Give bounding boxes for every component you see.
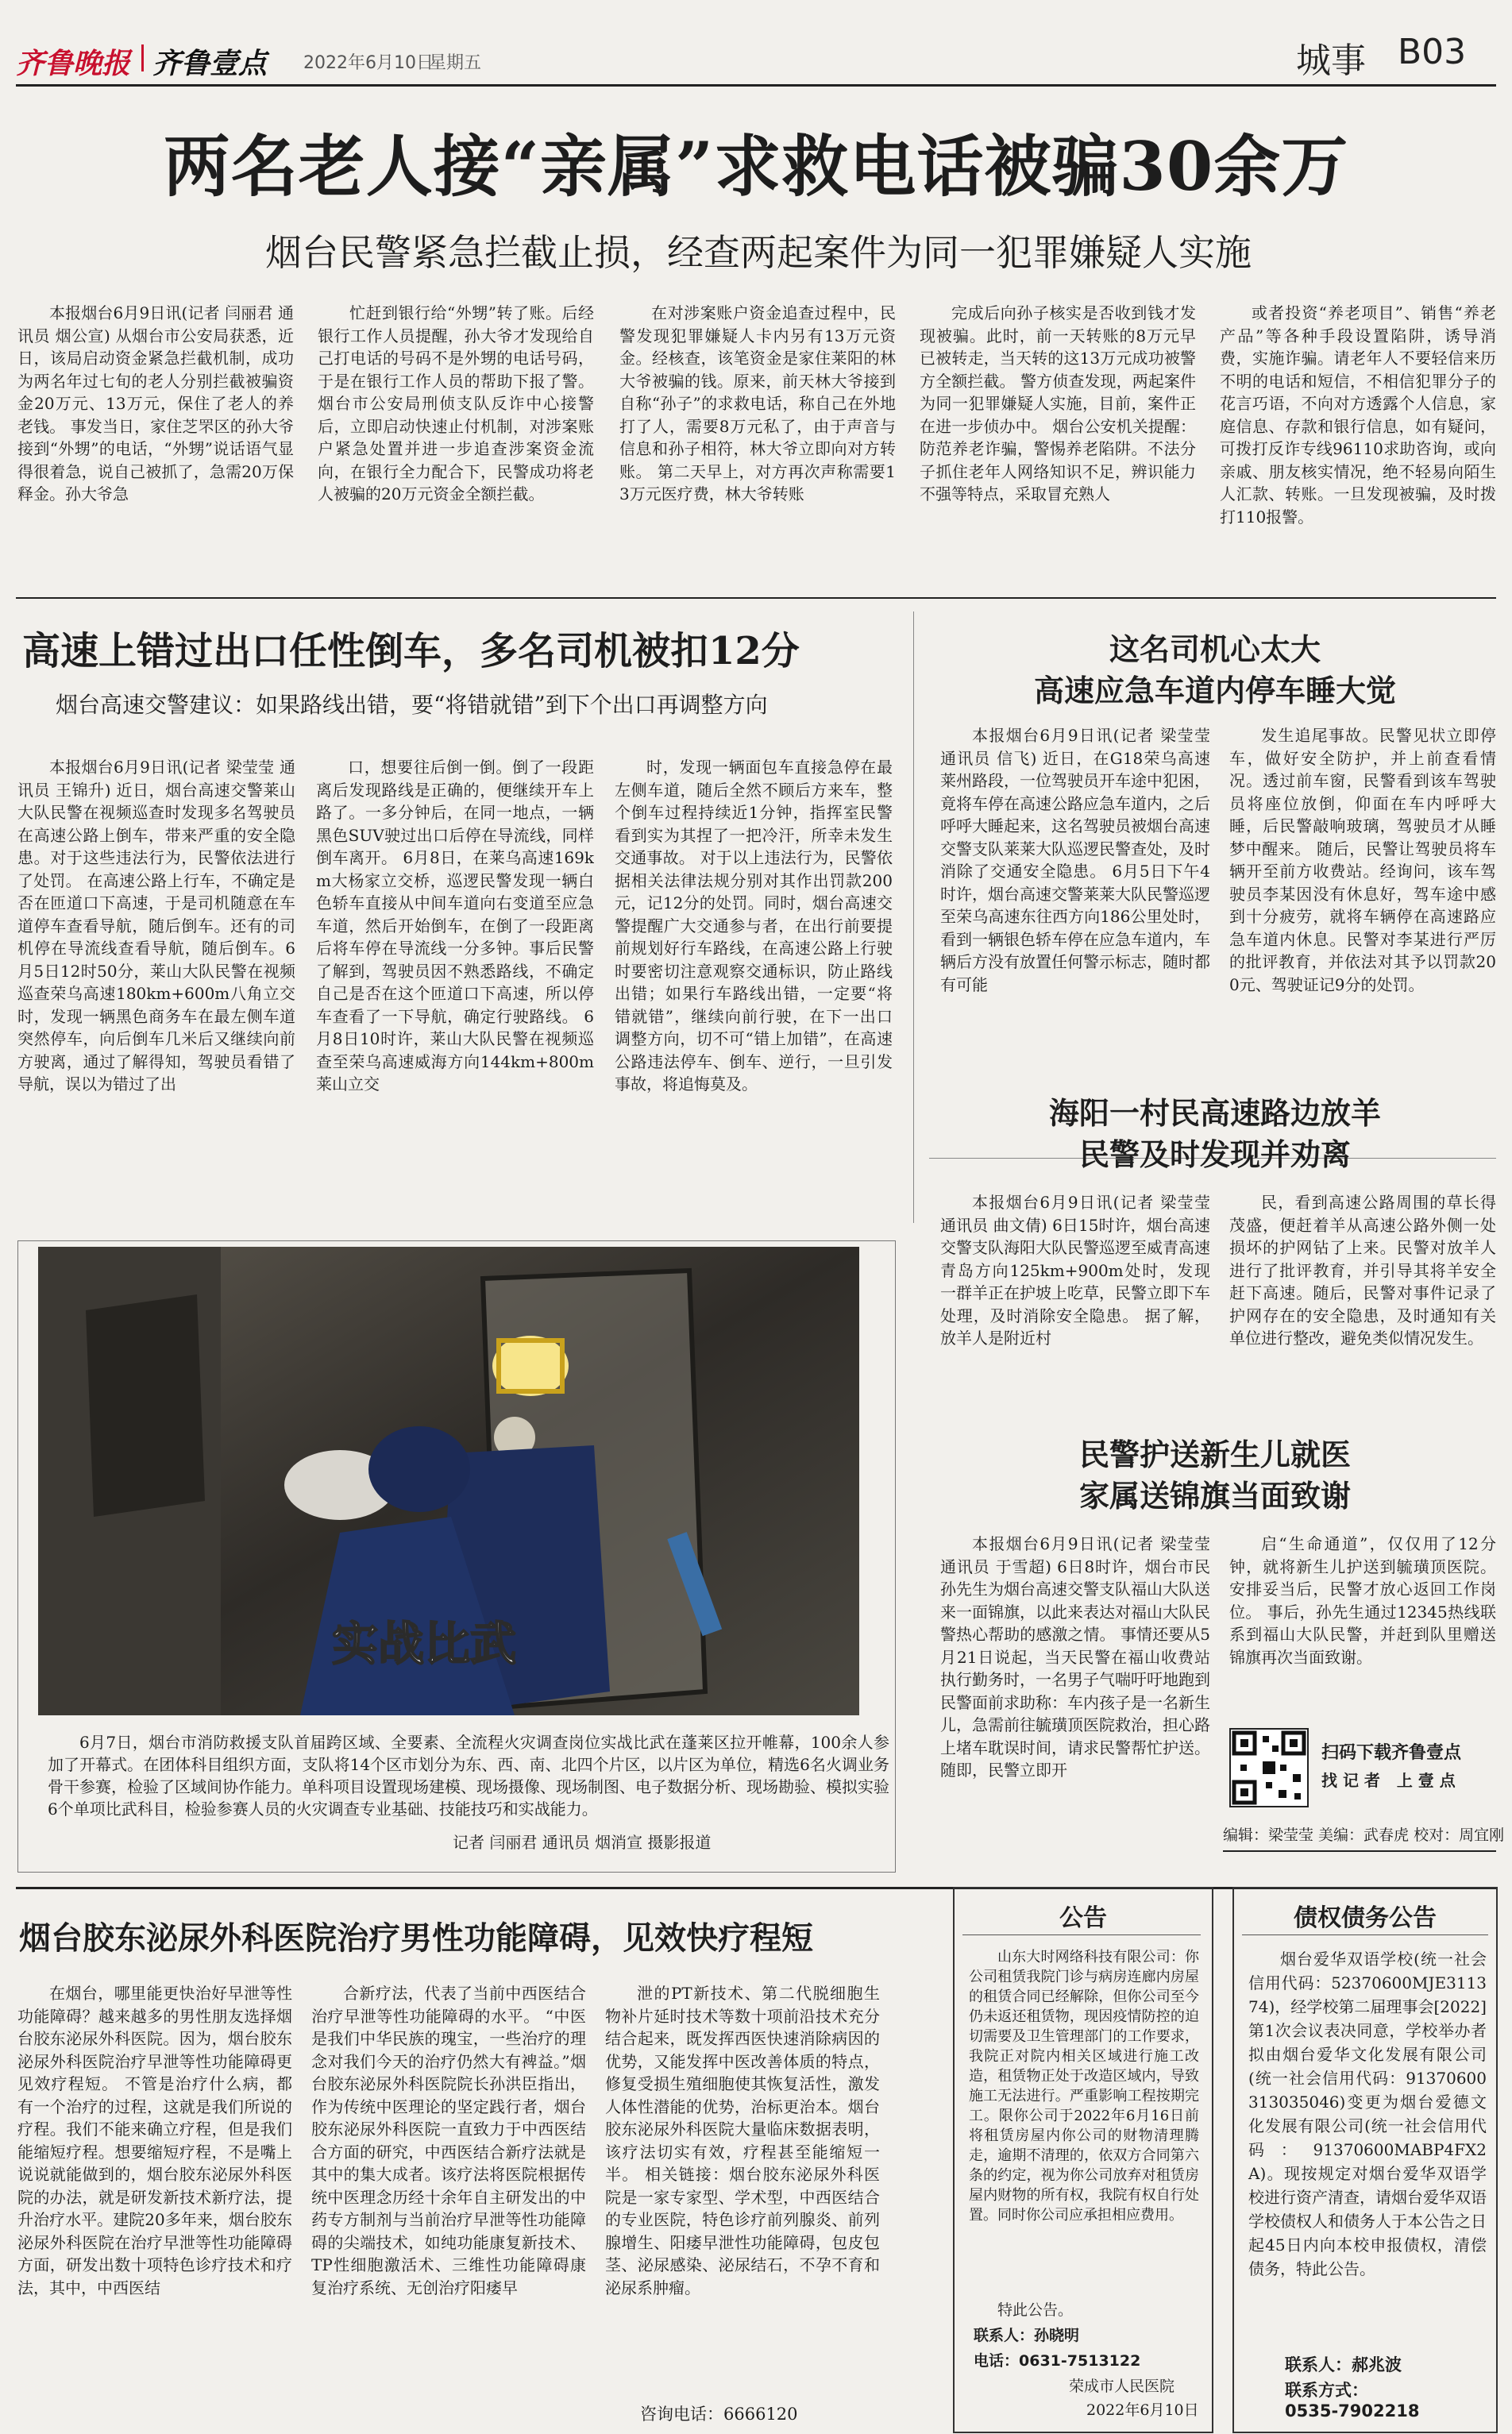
ad-col-3: 泄的PT新技术、第二代脱细胞生物补片延时技术等数十项前沿技术充分结合起来，既发挥西医快速消除病因的优势，又能发挥中医改善体质的特点，修复受损生殖细胞使其恢复活性，激发人体性潜能的优势，治标更治本。烟台胶东泌尿外科医院大量临床数据表明，该疗法切实有效，疗程甚至能缩短一半。 相关链接：烟台胶东泌尿外科医院是一家专家型、学术型，中西医结合的专业医院，特色诊疗前列腺炎、前列腺增生、阳痿早泄性功能障碍，包皮包茎、泌尿感染、泌尿结石，不孕不育和泌尿系肿瘤。	[605, 1984, 880, 2297]
notice-1-phone-label: 电话：	[974, 2352, 1020, 2370]
page-number: B03	[1398, 32, 1467, 72]
credits-rule	[1223, 1850, 1496, 1852]
notice-1-contact	[974, 2324, 1079, 2345]
notice-1-contact-label: 联系人：	[974, 2327, 1035, 2344]
photo-illustration	[38, 1247, 859, 1715]
lead-col-2: 忙赶到银行给“外甥”转了账。后经银行工作人员提醒，孙大爷才发现给自己打电话的号码不是外甥的电话号码，于是在银行工作人员的帮助下报了警。 烟台市公安局刑侦支队反诈中心接警后，立即启动快速止付机制，对涉案账户紧急处置并进一步追查涉案资金流向，在银行全力配合下，民警成功将老人被骗的20万元资金全额拦截。	[318, 303, 594, 503]
qr-code[interactable]	[1229, 1728, 1309, 1807]
highway-side-rule	[913, 611, 914, 1223]
paper-logo: 齐鲁晚报	[16, 48, 131, 80]
lead-col-5: 或者投资“养老项目”、销售“养老产品”等各种手段设置陷阱，诱导消费，实施诈骗。请老年人不要轻信来历不明的电话和短信，不相信犯罪分子的花言巧语，不向对方透露个人信息，家庭信息、存款和银行信息，如有疑问，可拨打反诈专线96110求助咨询，或向亲戚、朋友核实情况，绝不轻易向陌生人汇款、转账。一旦发现被骗，及时拨打110报警。	[1220, 303, 1496, 527]
notice-1-note: 特此公告。	[997, 2301, 1074, 2319]
notice-1-body: 山东大时网络科技有限公司：你公司租赁我院门诊与病房连廊内房屋的租赁合同已经解除，但你公司至今仍未返还租赁物，现因疫情防控的迫切需要及卫生管理部门的工作要求，我院正对院内相关区域进行施工改造，租赁物正处于改造区域内，导致施工无法进行。严重影响工程按期完工。限你公司于2022年6月16日前将租赁房屋内你公司的财物清理腾走，逾期不清理的，依双方合同第六条的约定，视为你公司放弃对租赁房屋内财物的所有权，我院有权自行处置。同时你公司应承担相应费用。	[969, 1949, 1199, 2224]
ad-headline: 烟台胶东泌尿外科医院治疗男性功能障碍，见效快疗程短	[19, 1919, 813, 1957]
side1-col-2: 发生追尾事故。民警见状立即停车，做好安全防护，并上前查看情况。透过前车窗，民警看到该车驾驶员将座位放倒，仰面在车内呼呼大睡，后民警敲响玻璃，驾驶员才从睡梦中醒来。 随后，民警让驾驶员将车辆开至前方收费站。经询问，该车驾驶员李某因没有休息好，驾车途中感到十分疲劳，就将车辆停在高速路应急车道内休息。民警对李某进行严厉的批评教育，并依法对其予以罚款200元、驾驶证记9分的处罚。	[1229, 726, 1496, 994]
notice-2-phone-label: 联系方式：	[1285, 2381, 1368, 2400]
notice-1-title: 公告	[1059, 1904, 1107, 1932]
side3-headline2: 家属送锦旗当面致谢	[1078, 1478, 1351, 1514]
lead-col-4: 完成后向孙子核实是否收到钱才发现被骗。此时，前一天转账的8万元早已被转走，当天转的这13万元成功被警方全额拦截。 警方侦查发现，两起案件为同一犯罪嫌疑人实施，目前，案件正在进一步侦办中。 烟台公安机关提醒：防范养老诈骗，警惕养老陷阱。不法分子抓住老年人网络知识不足，辨识能力不强等特点，采取冒充熟人	[920, 303, 1196, 503]
side1-headline1: 这名司机心太大	[1109, 631, 1321, 667]
notice-2-phone: 0535-7902218	[1285, 2401, 1420, 2420]
highway-col-2: 口，想要往后倒一倒。倒了一段距离后发现路线是正确的，便继续开车上路了。一多分钟后，在同一地点，一辆黑色SUV驶过出口后停在导流线，同样倒车离开。 6月8日，在莱乌高速169km大杨家立交桥，巡逻民警发现一辆白色轿车直接从中间车道向右变道至应急车道，然后开始倒车，在倒了一段距离后将车停在导流线一分多钟。事后民警了解到，驾驶员因不熟悉路线，不确定自己是否在这个匝道口下高速，所以停车查看了一下导航，确定行驶路线。 6月8日10时许，莱山大队民警在视频巡查至荣乌高速威海方向144km+800m莱山立交	[316, 758, 594, 1094]
logo-divider	[141, 44, 144, 71]
side3-headline1: 民警护送新生儿就医	[1078, 1437, 1351, 1472]
notice-1-issuer: 荣成市人民医院	[1069, 2378, 1175, 2395]
notice-2-title-rule	[1242, 1934, 1488, 1935]
highway-headline: 高速上错过出口任性倒车，多名司机被扣12分	[22, 629, 800, 673]
side2-headline1: 海阳一村民高速路边放羊	[1048, 1095, 1381, 1131]
side2-headline2: 民警及时发现并劝离	[1078, 1136, 1351, 1172]
issue-date: 2022年6月10日	[303, 53, 434, 73]
qr-line-1: 扫码下载齐鲁壹点	[1321, 1743, 1462, 1763]
lead-col-3: 在对涉案账户资金追查过程中，民警发现犯罪嫌疑人卡内另有13万元资金。经核查，该笔资金是家住莱阳的林大爷被骗的钱。原来，前天林大爷接到自称“孙子”的求救电话，称自己在外地打了人，需要8万元私了，由于声音与信息和孙子相符，林大爷立即向对方转账。 第二天早上，对方再次声称需要13万元医疗费，林大爷转账	[619, 303, 896, 503]
issue-weekday: 星期五	[429, 53, 482, 73]
side3-col-2: 启“生命通道”，仅仅用了12分钟，就将新生儿护送到毓璜顶医院。安排妥当后，民警才放心返回工作岗位。 事后，孙先生通过12345热线联系到福山大队民警，并赶到队里赠送锦旗再次当面致谢。	[1229, 1534, 1496, 1667]
highway-subhead: 烟台高速交警建议：如果路线出错，要“将错就错”到下个出口再调整方向	[56, 692, 768, 718]
photo-credit: 记者 闫丽君 通讯员 烟消宣 摄影报道	[453, 1833, 712, 1852]
masthead	[0, 0, 1512, 87]
ad-col-2: 合新疗法，代表了当前中西医结合治疗早泄等性功能障碍的水平。 “中医是我们中华民族的瑰宝，一些治疗的理念对我们今天的治疗仍然大有裨益。”烟台胶东泌尿外科医院院长孙洪臣指出，作为传统中医理论的坚定践行者，烟台胶东泌尿外科医院一直致力于中西医结合方面的研究，中西医结合新疗法就是其中的集大成者。该疗法将医院根据传统中医理念历经十余年自主研发出的中药专方制剂与当前治疗早泄等性功能障碍的尖端技术，如纯功能康复新技术、TP性细胞激活术、三维性功能障碍康复治疗系统、无创治疗阳痿早	[311, 1984, 586, 2297]
notice-1-phone-value: 0631-7513122	[1019, 2352, 1141, 2370]
side2-col-2: 民，看到高速公路周围的草长得茂盛，便赶着羊从高速公路外侧一处损坏的护网钻了上来。民警对放羊人进行了批评教育，并引导其将羊安全赶下高速。随后，民警对事件记录了护网存在的安全隐患，及时通知有关单位进行整改，避免类似情况发生。	[1229, 1193, 1496, 1348]
editor-credits: 编辑：梁莹莹 美编：武春虎 校对：周宜刚	[1223, 1826, 1505, 1844]
side1-headline2: 高速应急车道内停车睡大觉	[1033, 673, 1396, 708]
masthead-rule	[16, 84, 1496, 87]
notice-1-contact-name: 孙晓明	[1034, 2327, 1080, 2344]
notice-2-body: 烟台爱华双语学校(统一社会信用代码：52370600MJE311374)，经学校第二届理事会[2022]第1次会议表决同意，学校举办者拟由烟台爱华文化发展有限公司(统一社会信用代码：91370600313035046)变更为烟台爱德文化发展有限公司(统一社会信用代码：91370600MABP4FX2A)。现按规定对烟台爱华双语学校进行资产清查，请烟台爱华双语学校债权人和债务人于本公告之日起45日内向本校申报债权，清偿债务，特此公告。	[1248, 1950, 1487, 2278]
ad-col-1: 在烟台，哪里能更快治好早泄等性功能障碍？越来越多的男性朋友选择烟台胶东泌尿外科医院。因为，烟台胶东泌尿外科医院治疗早泄等性功能障碍更见效疗程短。 不管是治疗什么病，都有一个治疗的过程，这就是我们所说的疗程。我们不能来确立疗程，但是我们能缩短疗程。想要缩短疗程，不是嘴上说说就能做到的，烟台胶东泌尿外科医院的办法，就是研发新技术新疗法，提升治疗水平。建院20多年来，烟台胶东泌尿外科医院在治疗早泄等性功能障碍方面，研发出数十项特色诊疗技术和疗法，其中，中西医结	[17, 1984, 292, 2297]
notice-2-title: 债权债务公告	[1294, 1904, 1437, 1932]
app-logo: 齐鲁壹点	[152, 48, 268, 80]
notice-1-title-rule	[962, 1934, 1201, 1935]
notice-2-contact-name: 郝兆波	[1352, 2355, 1402, 2374]
notice-1-phone	[974, 2349, 1140, 2370]
section-name: 城事	[1296, 41, 1366, 81]
photo-caption: 6月7日，烟台市消防救援支队首届跨区域、全要素、全流程火灾调查岗位实战比武在蓬莱区拉开帷幕，100余人参加了开幕式。在团体科目组织方面，支队将14个区市划分为东、西、南、北四个片区，以片区为单位，精选6名火调业务骨干参赛，检验了区域间协作能力。单科项目设置现场建模、现场摄像、现场制图、电子数据分析、现场勘验、模拟实验6个单项比武科目，检验参赛人员的火灾调查专业基础、技能技巧和实战能力。	[48, 1733, 889, 1819]
photo-overlay-title: 实战比武	[332, 1617, 517, 1671]
notice-2-contact-label: 联系人：	[1285, 2355, 1352, 2374]
lead-col-1: 本报烟台6月9日讯(记者 闫丽君 通讯员 烟公宣) 从烟台市公安局获悉，近日，该局启动资金紧急拦截机制，成功为两名年过七旬的老人分别拦截被骗资金20万元、13万元，保住了老人的养老钱。 事发当日，家住芝罘区的孙大爷接到“外甥”的电话，“外甥”说话语气显得很着急，说自己被抓了，急需20万保释金。孙大爷急	[17, 303, 294, 503]
firefighter-photo	[38, 1247, 859, 1715]
lead-bottom-rule	[16, 597, 1496, 599]
highway-col-3: 时，发现一辆面包车直接急停在最左侧车道，随后全然不顾后方来车，整个倒车过程持续近1分钟，指挥室民警看到实为其捏了一把冷汗，所幸未发生交通事故。 对于以上违法行为，民警依据相关法律法规分别对其作出罚款200元，记12分的处罚。同时，烟台高速交警提醒广大交通参与者，在出行前要提前规划好行车路线，在高速公路上行驶时要密切注意观察交通标识，防止路线出错；如果行车路线出错，一定要“将错就错”，继续向前行驶，在下一出口调整方向，切不可“错上加错”，在高速公路违法停车、倒车、逆行，一旦引发事故，将追悔莫及。	[615, 758, 893, 1094]
notice-2-contact	[1285, 2352, 1402, 2376]
side3-col-1: 本报烟台6月9日讯(记者 梁莹莹 通讯员 于雪超) 6日8时许，烟台市民孙先生为烟台高速交警支队福山大队送来一面锦旗，以此来表达对福山大队民警热心帮助的感激之情。 事情还要从5月21日说起，当天民警在福山收费站执行勤务时，一名男子气喘吁吁地跑到民警面前求助称：车内孩子是一名新生儿，急需前往毓璜顶医院救治，担心路上堵车耽误时间，请求民警帮忙护送。随即，民警立即开	[940, 1534, 1210, 1780]
qr-icon	[1231, 1730, 1307, 1806]
lead-subhead: 烟台民警紧急拦截止损，经查两起案件为同一犯罪嫌疑人实施	[265, 231, 1252, 274]
ad-hotline: 咨询电话：6666120	[640, 2405, 798, 2424]
side2-col-1: 本报烟台6月9日讯(记者 梁莹莹 通讯员 曲文倩) 6日15时许，烟台高速交警支队海阳大队民警巡逻至威青高速青岛方向125km+900m处时，发现一群羊正在护坡上吃草，民警立即下车处理，及时消除安全隐患。 据了解，放羊人是附近村	[940, 1193, 1210, 1348]
lead-headline: 两名老人接“亲属”求救电话被骗30余万	[163, 127, 1349, 206]
qr-line-2: 找 记 者 上 壹 点	[1321, 1771, 1456, 1790]
notice-1-date: 2022年6月10日	[1086, 2401, 1199, 2419]
highway-col-1: 本报烟台6月9日讯(记者 梁莹莹 通讯员 王锦升) 近日，烟台高速交警莱山大队民警在视频巡查时发现多名驾驶员在高速公路上倒车，带来严重的安全隐患。对于这些违法行为，民警依法进行了处罚。 在高速公路上行车，不确定是否在匝道口下高速，于是司机随意在车道停车查看导航，随后倒车。还有的司机停在导流线查看导航，随后倒车。6月5日12时50分，莱山大队民警在视频巡查荣乌高速180km+600m八角立交时，发现一辆黑色商务车在最左侧车道突然停车，向后倒车几米后又继续向前方驶离，通过了解得知，驾驶员看错了导航，误以为错过了出	[17, 758, 295, 1094]
side1-col-1: 本报烟台6月9日讯(记者 梁莹莹 通讯员 信飞) 近日，在G18荣乌高速莱州路段，一位驾驶员开车途中犯困，竟将车停在高速公路应急车道内，之后呼呼大睡起来，这名驾驶员被烟台高速交警支队莱莱大队巡逻民警查处，及时消除了交通安全隐患。 6月5日下午4时许，烟台高速交警莱莱大队民警巡逻至荣乌高速东往西方向186公里处时，看到一辆银色轿车停在应急车道内，车辆后方没有放置任何警示标志，随时都有可能	[940, 726, 1210, 994]
